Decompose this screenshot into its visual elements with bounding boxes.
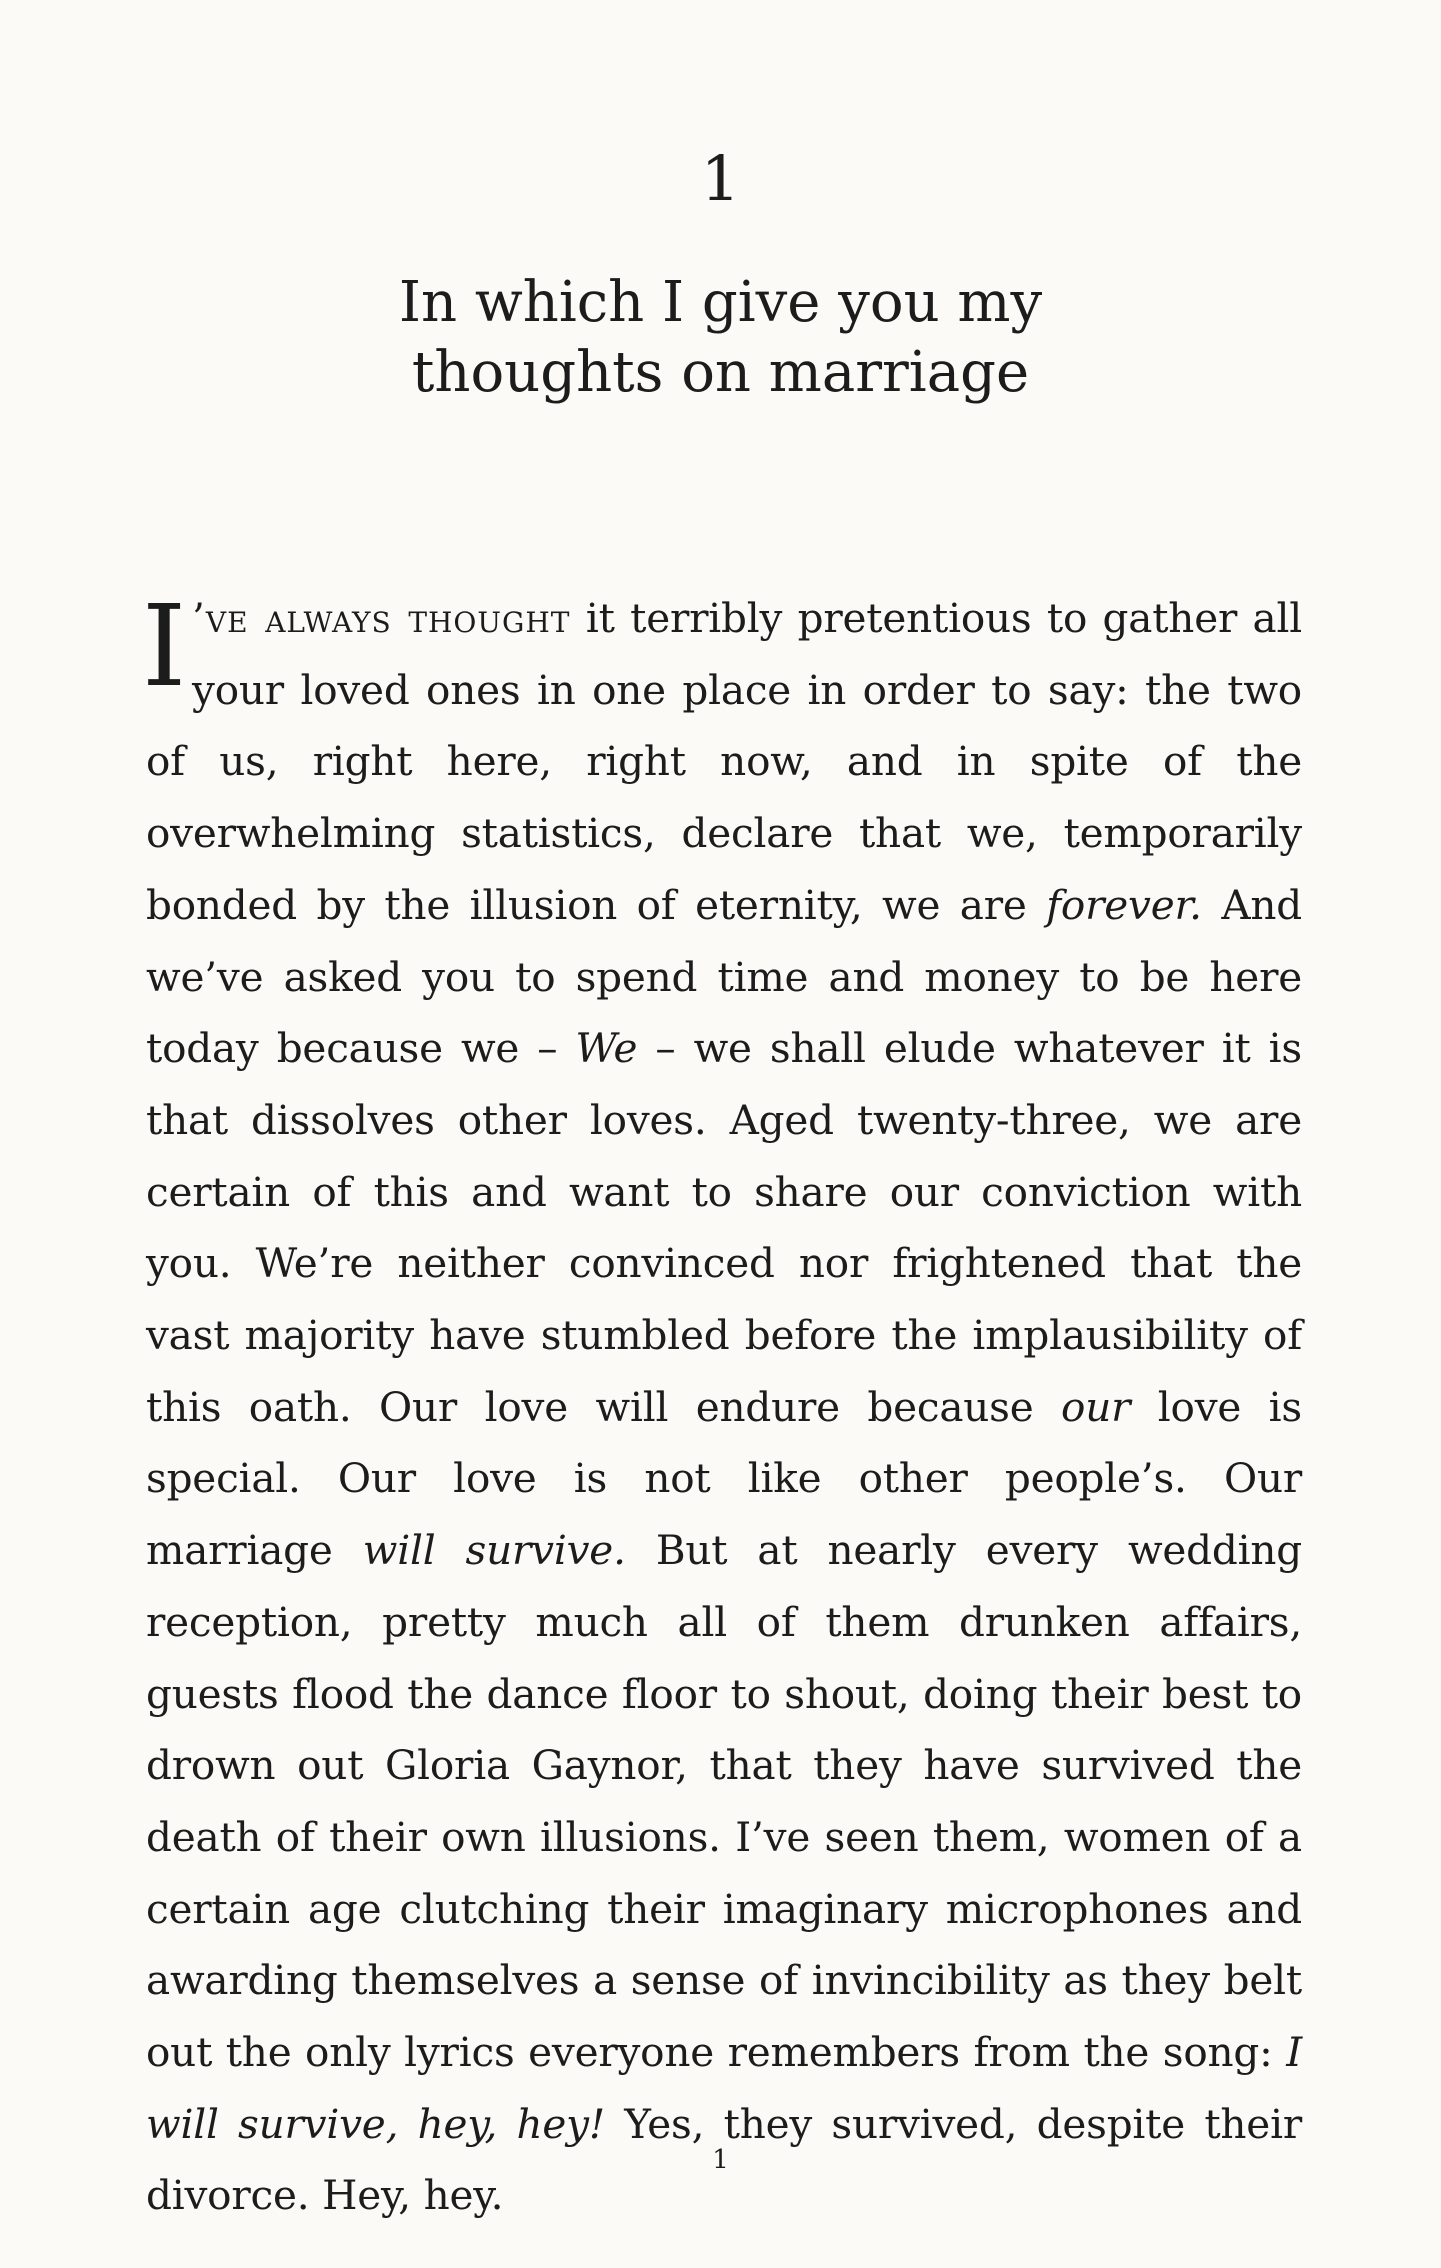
body-segment-2: And we’ve asked you to spend time and money to be here today because we – (146, 880, 1302, 1073)
chapter-title (0, 268, 1441, 408)
body-paragraph (142, 582, 1302, 2232)
body-segment-6: Yes, they survived, despite their divorce. Hey, hey. (146, 2099, 1302, 2220)
chapter-title-line-2: thoughts on marriage (411, 340, 1030, 405)
emphasis-will-survive: will survive. (362, 1526, 626, 1575)
chapter-number: 1 (700, 142, 741, 215)
body-segment-4: love is special. Our love is not like other people’s. Our marriage (146, 1382, 1302, 1575)
body-segment-5: But at nearly every wedding reception, pretty much all of them drunken affairs, guests flood the dance floor to shout, doing their best to drown out Gloria Gaynor, that they have survived the death of their own illusions. I’ve seen them, women of a certain age clutching their imaginary microphones and awarding themselves a sense of invincibility as they belt out the only lyrics everyone remembers from the song: (146, 1526, 1302, 2077)
opening-smallcaps: ’ve always thought (192, 594, 571, 642)
body-segment-3: – we shall elude whatever it is that dissolves other loves. Aged twenty-three, we are certain of this and want to share our conviction with you. We’re neither convinced nor frightened that the vast majority have stumbled before the implausibility of this oath. Our love will endure because (146, 1024, 1302, 1431)
emphasis-lyric: I will survive, hey, hey! (146, 2028, 1302, 2148)
chapter-title-line-1: In which I give you my (398, 270, 1043, 335)
body-segment-1: it terribly pretentious to gather all your loved ones in one place in order to say: the two of us, right here, right now, and in spite of the overwhelming statistics, declare that we, temporarily bonded by the illusion of eternity, we are (146, 594, 1302, 929)
page-number: 1 (712, 2145, 729, 2175)
emphasis-forever: forever. (1046, 880, 1202, 929)
emphasis-we: We (575, 1024, 638, 1073)
drop-cap: I (142, 582, 187, 712)
emphasis-our: our (1061, 1382, 1131, 1431)
